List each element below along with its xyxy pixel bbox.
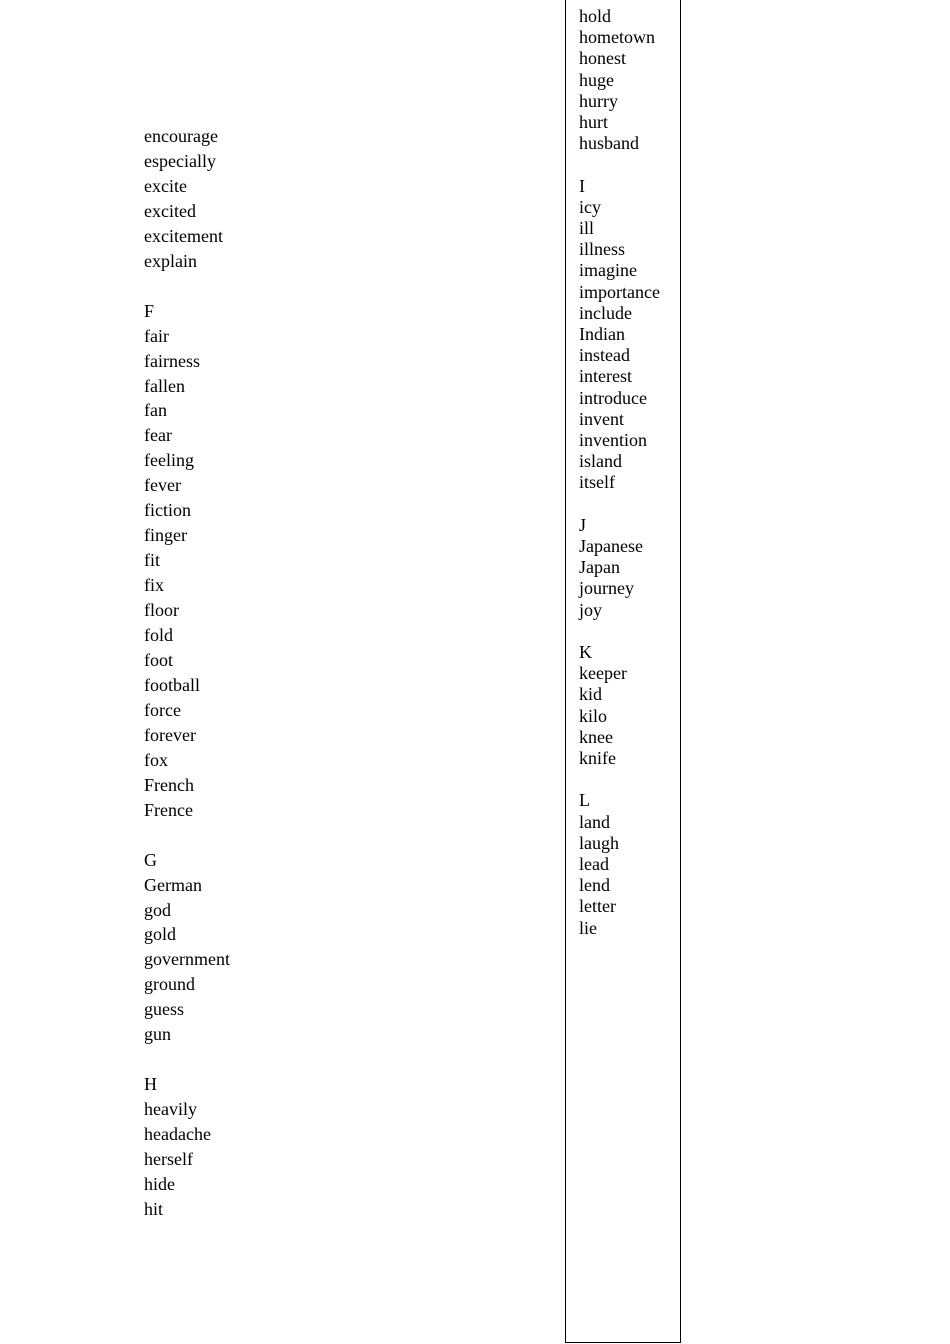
- group-spacer: [144, 274, 444, 299]
- group-spacer: [144, 823, 444, 848]
- vocabulary-word: invent: [579, 408, 624, 429]
- vocabulary-word: husband: [579, 133, 639, 154]
- vocabulary-word: fiction: [144, 500, 191, 521]
- group-spacer: [579, 154, 689, 175]
- vocabulary-word: god: [144, 899, 171, 920]
- vocabulary-word: Japanese: [579, 536, 643, 557]
- vocabulary-word: hold: [579, 6, 612, 26]
- vocabulary-word: fit: [144, 550, 160, 571]
- vocabulary-word: letter: [579, 896, 616, 917]
- vocabulary-word: gun: [144, 1024, 171, 1045]
- letter-heading: K: [579, 642, 592, 663]
- vocabulary-word: huge: [579, 69, 614, 90]
- vocabulary-word: fairness: [144, 350, 200, 371]
- vocabulary-word: fallen: [144, 375, 185, 396]
- vocabulary-word: island: [579, 451, 622, 472]
- vocabulary-word: French: [144, 774, 194, 795]
- right-bordered-panel: [565, 0, 681, 1343]
- vocabulary-word: Japan: [579, 557, 620, 578]
- letter-heading: L: [579, 790, 590, 811]
- group-spacer: [579, 621, 689, 642]
- vocabulary-word: knife: [579, 748, 616, 769]
- vocabulary-word: hurry: [579, 90, 618, 111]
- vocabulary-word: Indian: [579, 324, 625, 345]
- vocabulary-word: keeper: [579, 663, 627, 684]
- letter-heading: F: [144, 300, 155, 321]
- group-spacer: [144, 1047, 444, 1072]
- vocabulary-word: laugh: [579, 832, 619, 853]
- letter-heading: G: [144, 849, 157, 870]
- vocabulary-word: lead: [579, 854, 609, 875]
- vocabulary-word: floor: [144, 600, 179, 621]
- vocabulary-word: ground: [144, 974, 195, 995]
- vocabulary-word: feeling: [144, 450, 194, 471]
- vocabulary-word: invention: [579, 430, 647, 451]
- vocabulary-word: illness: [579, 239, 626, 260]
- vocabulary-word: icy: [579, 196, 601, 217]
- vocabulary-word: instead: [579, 345, 630, 366]
- left-word-column: [144, 124, 444, 1222]
- vocabulary-word: fold: [144, 625, 173, 646]
- vocabulary-word: lend: [579, 875, 610, 896]
- vocabulary-word: government: [144, 949, 230, 970]
- vocabulary-word: especially: [144, 150, 216, 171]
- letter-heading: H: [144, 1074, 157, 1095]
- vocabulary-word: excitement: [144, 225, 223, 246]
- vocabulary-word: fan: [144, 400, 167, 421]
- vocabulary-word: explain: [144, 250, 197, 271]
- vocabulary-word: kid: [579, 684, 603, 705]
- vocabulary-word: hurt: [579, 112, 608, 133]
- vocabulary-word: knee: [579, 726, 613, 747]
- vocabulary-word: German: [144, 874, 202, 895]
- vocabulary-word: gold: [144, 924, 177, 945]
- vocabulary-word: foot: [144, 650, 173, 670]
- vocabulary-word: football: [144, 674, 200, 695]
- vocabulary-word: include: [579, 302, 632, 323]
- letter-heading: J: [579, 514, 587, 535]
- vocabulary-word: honest: [579, 48, 626, 69]
- vocabulary-word: importance: [579, 281, 660, 302]
- vocabulary-word: introduce: [579, 387, 647, 408]
- vocabulary-word: guess: [144, 999, 184, 1020]
- vocabulary-word: hit: [144, 1198, 164, 1219]
- vocabulary-word: force: [144, 699, 181, 720]
- group-spacer: [579, 494, 689, 515]
- vocabulary-word: fix: [144, 575, 164, 596]
- vocabulary-word: forever: [144, 724, 196, 745]
- vocabulary-word: hide: [144, 1173, 175, 1194]
- vocabulary-word: fair: [144, 325, 169, 346]
- vocabulary-word: fox: [144, 749, 168, 770]
- vocabulary-word: joy: [579, 599, 603, 620]
- vocabulary-word: finger: [144, 525, 187, 546]
- vocabulary-word: excite: [144, 175, 187, 196]
- vocabulary-word: excited: [144, 200, 196, 221]
- letter-heading: I: [579, 175, 585, 196]
- vocabulary-word: interest: [579, 366, 632, 387]
- vocabulary-word: kilo: [579, 705, 608, 726]
- vocabulary-word: herself: [144, 1149, 193, 1170]
- vocabulary-word: land: [579, 811, 610, 832]
- vocabulary-word: imagine: [579, 260, 637, 281]
- vocabulary-word: journey: [579, 578, 634, 599]
- group-spacer: [579, 769, 689, 790]
- vocabulary-word: itself: [579, 472, 615, 493]
- vocabulary-word: fever: [144, 475, 181, 496]
- right-word-column: [579, 6, 689, 939]
- vocabulary-word: heavily: [144, 1099, 197, 1120]
- vocabulary-word: hometown: [579, 27, 655, 48]
- vocabulary-word: lie: [579, 917, 597, 938]
- vocabulary-word: encourage: [144, 126, 218, 146]
- vocabulary-word: ill: [579, 218, 595, 239]
- vocabulary-word: Frence: [144, 799, 193, 820]
- vocabulary-word: headache: [144, 1124, 211, 1145]
- vocabulary-word: fear: [144, 425, 172, 446]
